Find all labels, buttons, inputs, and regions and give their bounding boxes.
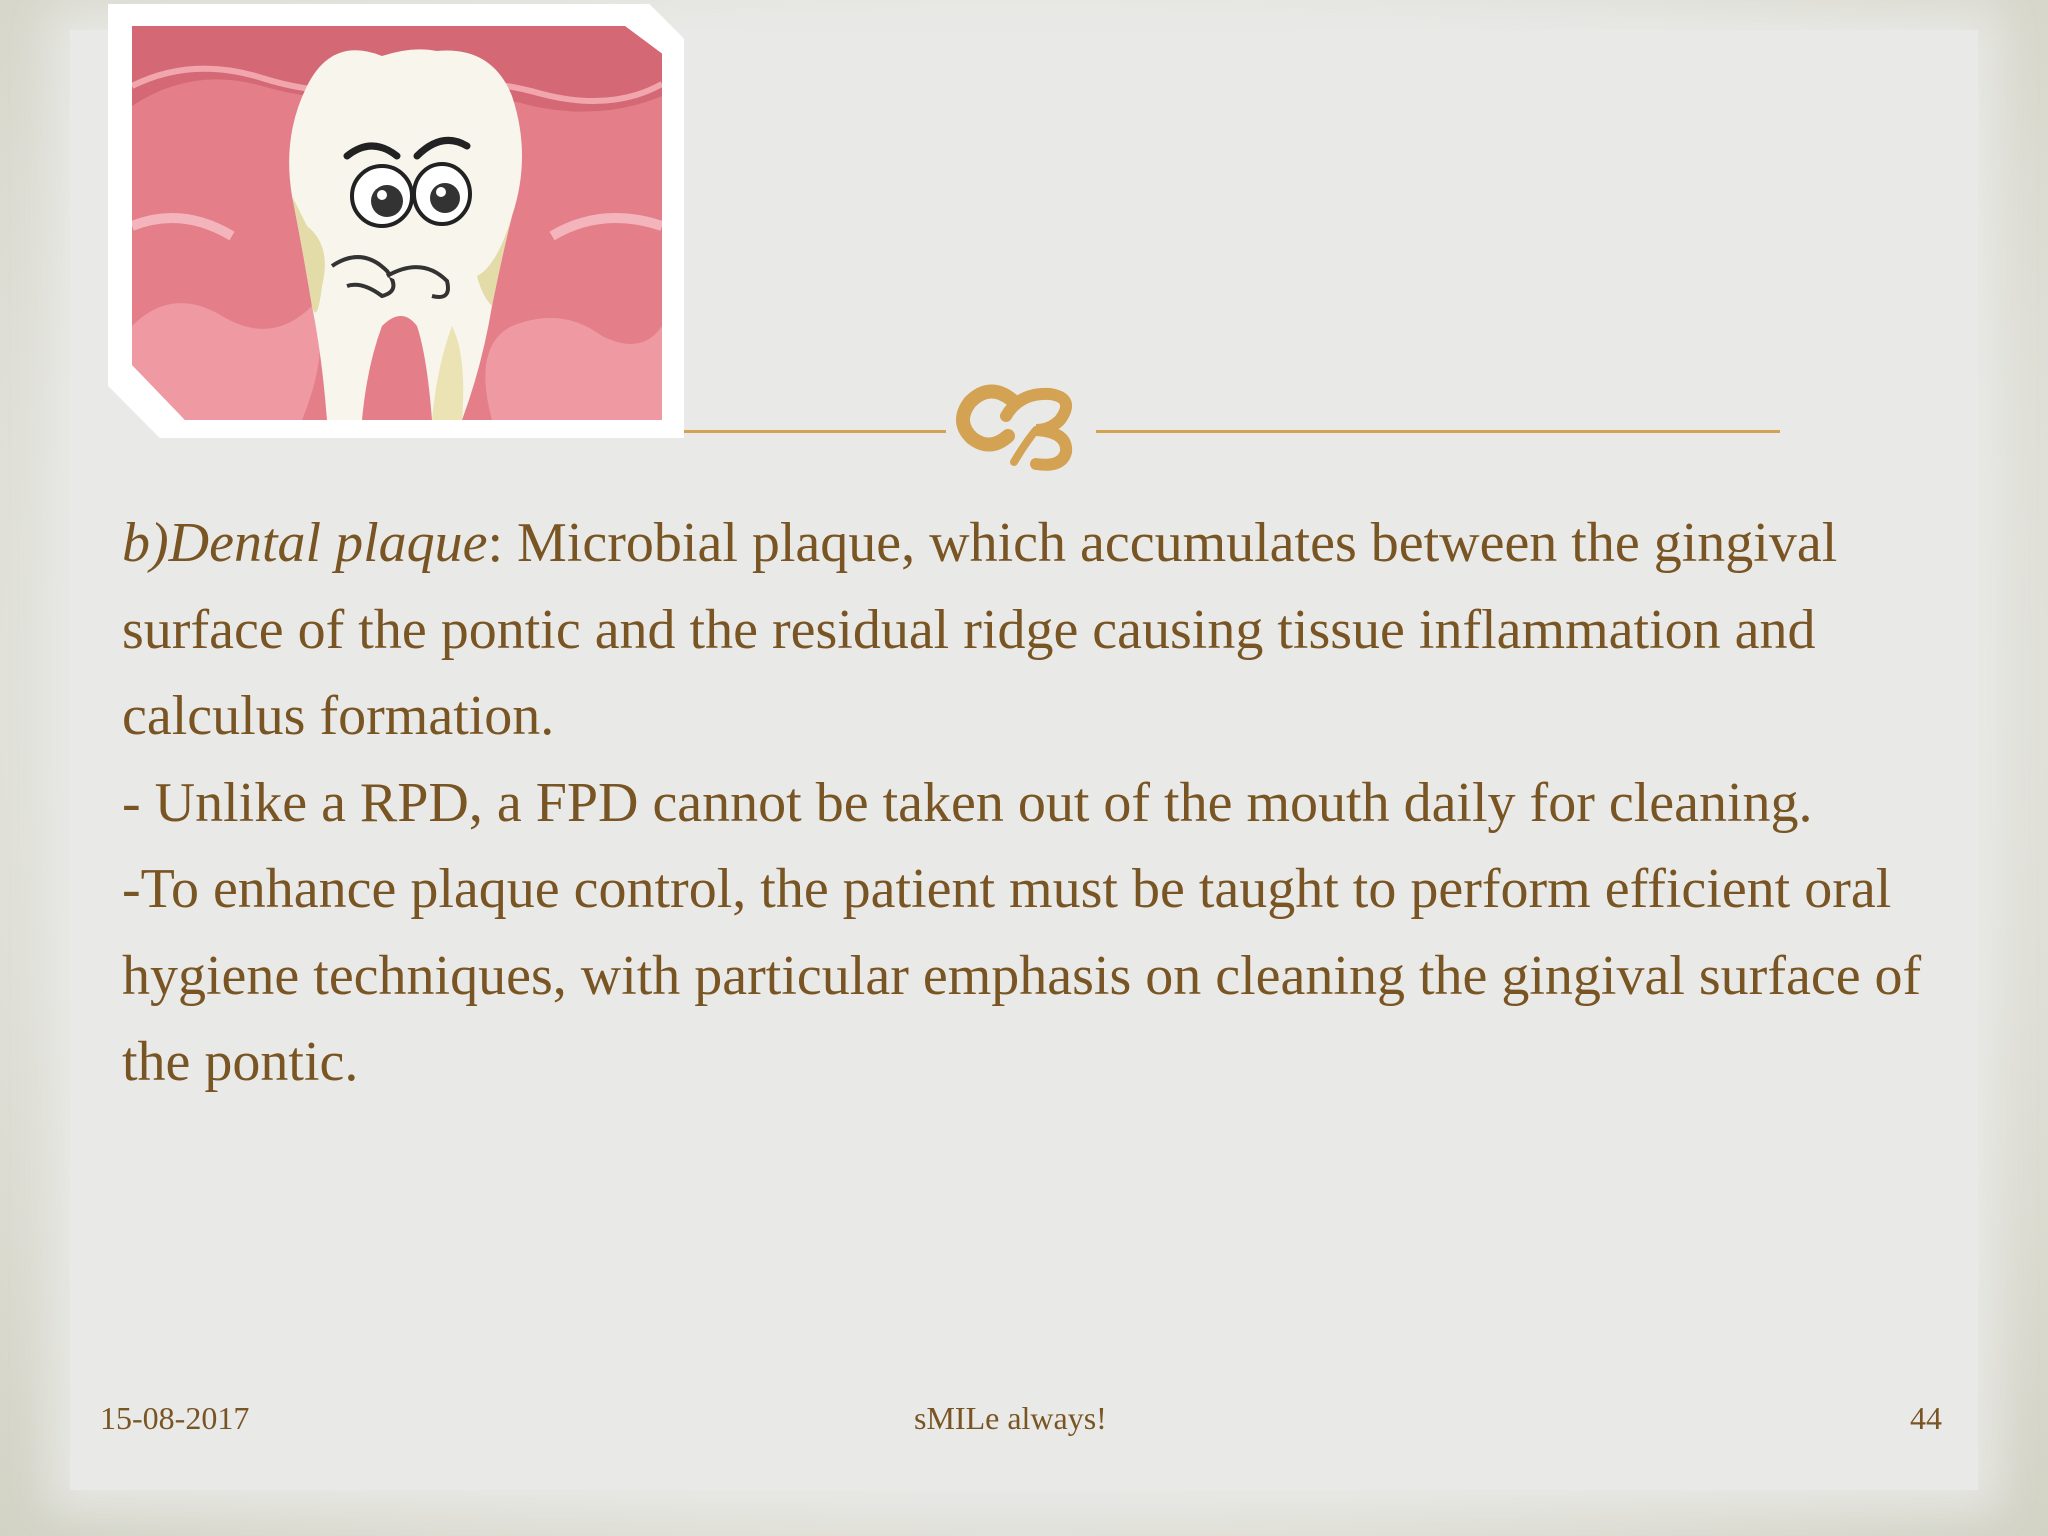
page-number: 44: [1910, 1400, 1942, 1436]
worried-tooth-illustration: [132, 26, 662, 420]
footer-tagline: sMILe always!: [914, 1400, 1107, 1436]
slide-body: [122, 500, 1952, 1106]
divider-line-left: [684, 430, 946, 433]
intro-paragraph: [122, 500, 1952, 760]
scroll-ornament-icon: [950, 372, 1096, 472]
dental-plaque-definition: : Microbial plaque, which accumulates between the gingival surface of the pontic and the residual ridge causing tissue inflammation and calculus formation.: [122, 512, 1838, 747]
dental-plaque-label: b)Dental plaque: [122, 512, 488, 574]
divider-line-right: [1096, 430, 1780, 433]
point-rpd-fpd: - Unlike a RPD, a FPD cannot be taken out of the mouth daily for cleaning.: [122, 771, 1813, 834]
footer-date: 15-08-2017: [100, 1400, 250, 1436]
point-plaque-control: -To enhance plaque control, the patient must be taught to perform efficient oral hygiene techniques, with particular emphasis on cleaning the gingival surface of the pontic.: [122, 858, 1922, 1093]
